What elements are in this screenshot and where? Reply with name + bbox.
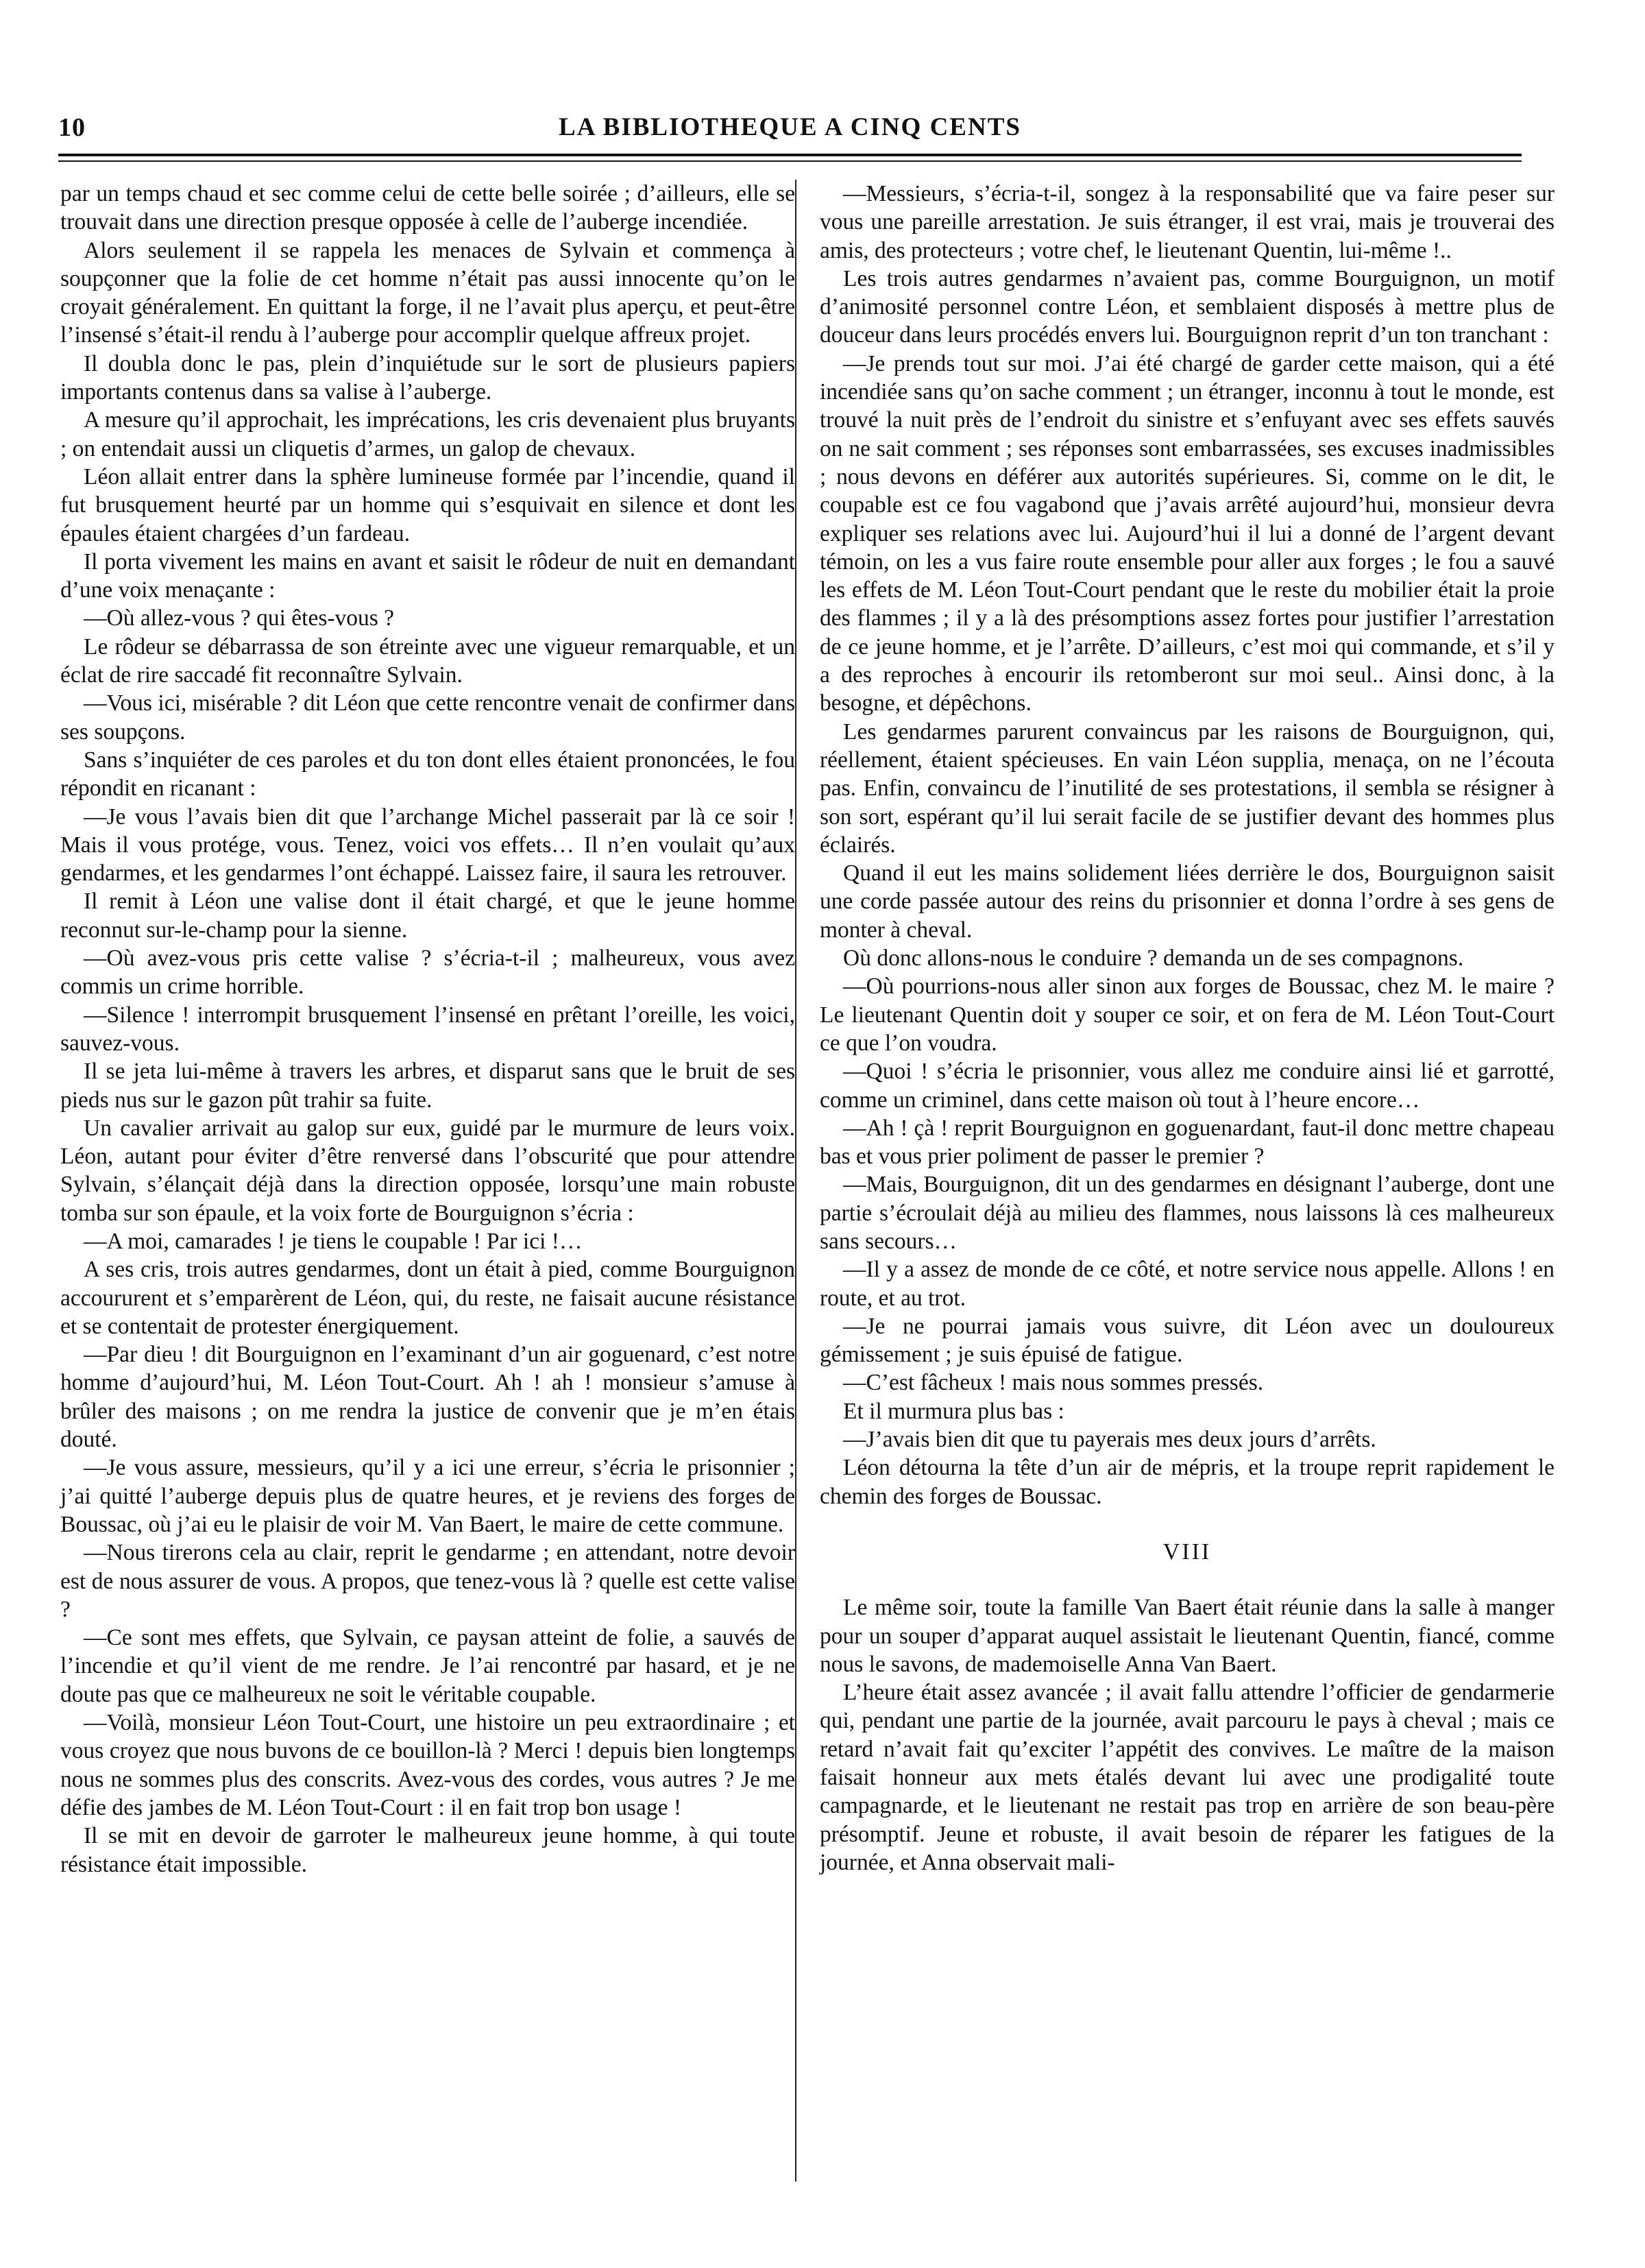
paragraph: Et il murmura plus bas :	[843, 1398, 1064, 1424]
running-title: LA BIBLIOTHEQUE A CINQ CENTS	[559, 113, 1021, 141]
paragraph: Où donc allons-nous le conduire ? demanda un de ses compagnons.	[843, 945, 1464, 972]
paragraph: —Silence ! interrompit brusquement l’insensé en prêtant l’oreille, les voici, sauvez-vous.	[60, 1002, 795, 1056]
paragraph: —Par dieu ! dit Bourguignon en l’examinant d’un air goguenard, c’est notre homme d’aujourd’hui, M. Léon Tout-Court. Ah ! ah ! monsieur s’amuse à brûler des maisons ; on me rendra la justice de convenir que je m’en étais douté.	[60, 1342, 795, 1453]
paragraph: Il doubla donc le pas, plein d’inquiétude sur le sort de plusieurs papiers importants contenus dans sa valise à l’auberge.	[60, 350, 795, 405]
paragraph: Les gendarmes parurent convaincus par les raisons de Bourguignon, qui, réellement, étaient spécieuses. En vain Léon supplia, menaça, on ne l’écouta pas. Enfin, convaincu de l’inutilité de ses protestations, il sembla se résigner à son sort, espérant qu’il lui serait facile de se justifier devant des hommes plus éclairés.	[820, 719, 1555, 858]
paragraph: A mesure qu’il approchait, les imprécations, les cris devenaient plus bruyants ; on entendait aussi un cliquetis d’armes, un galop de chevaux.	[60, 407, 795, 461]
paragraph: —Quoi ! s’écria le prisonnier, vous allez me conduire ainsi lié et garrotté, comme un criminel, dans cette maison où tout à l’heure encore…	[820, 1059, 1555, 1113]
paragraph: —Mais, Bourguignon, dit un des gendarmes en désignant l’auberge, dont une partie s’écroulait déjà au milieu des flammes, nous laissons là ces malheureux sans secours…	[820, 1172, 1555, 1254]
paragraph: Il remit à Léon une valise dont il était chargé, et que le jeune homme reconnut sur-le-champ pour la sienne.	[60, 889, 795, 943]
paragraph: Le rôdeur se débarrassa de son étreinte avec une vigueur remarquable, et un éclat de rire saccadé fit reconnaître Sylvain.	[60, 634, 795, 688]
paragraph: Léon allait entrer dans la sphère lumineuse formée par l’incendie, quand il fut brusquement heurté par un homme qui s’esquivait en silence et dont les épaules étaient chargées d’un fardeau.	[60, 463, 795, 546]
paragraph: Quand il eut les mains solidement liées derrière le dos, Bourguignon saisit une corde passée autour des reins du prisonnier et donna l’ordre à ses gens de monter à cheval.	[820, 860, 1555, 943]
paragraph: Alors seulement il se rappela les menaces de Sylvain et commença à soupçonner que la folie de cet homme n’était pas aussi innocente qu’on le croyait généralement. En quittant la forge, il ne l’avait plus aperçu, et peut-être l’insensé s’était-il rendu à l’auberge pour accomplir quelque affreux projet.	[60, 237, 795, 348]
paragraph: L’heure était assez avancée ; il avait fallu attendre l’officier de gendarmerie qui, pendant une partie de la journée, avait parcouru le pays à cheval ; mais ce retard n’avait fait qu’exciter l’appétit des convives. Le maître de la maison faisait honneur aux mets étalés devant lui avec une prodigalité toute campagnarde, et le lieutenant ne restait pas trop en arrière de son beau-père présomptif. Jeune et robuste, il avait besoin de réparer les fatigues de la journée, et Anna observait mali-	[820, 1680, 1555, 1875]
paragraph: —Où allez-vous ? qui êtes-vous ?	[84, 605, 395, 631]
page-header	[58, 111, 1522, 152]
paragraph: —J’avais bien dit que tu payerais mes deux jours d’arrêts.	[843, 1427, 1376, 1453]
paragraph: —Où avez-vous pris cette valise ? s’écria-t-il ; malheureux, vous avez commis un crime horrible.	[60, 945, 795, 1000]
paragraph: A ses cris, trois autres gendarmes, dont un était à pied, comme Bourguignon accoururent et s’emparèrent de Léon, qui, du reste, ne faisait aucune résistance et se contentait de protester énergiquement.	[60, 1257, 795, 1339]
paragraph: —Vous ici, misérable ? dit Léon que cette rencontre venait de confirmer dans ses soupçons.	[60, 690, 795, 745]
paragraph: Un cavalier arrivait au galop sur eux, guidé par le murmure de leurs voix. Léon, autant pour éviter d’être renversé dans l’obscurité que pour attendre Sylvain, s’élançait déjà dans la direction opposée, lorsqu’une main robuste tomba sur son épaule, et la voix forte de Bourguignon s’écria :	[60, 1115, 795, 1226]
paragraph: —Nous tirerons cela au clair, reprit le gendarme ; en attendant, notre devoir est de nous assurer de vous. A propos, que tenez-vous là ? quelle est cette valise ?	[60, 1540, 795, 1622]
paragraph: Le même soir, toute la famille Van Baert était réunie dans la salle à manger pour un souper d’apparat auquel assistait le lieutenant Quentin, fiancé, comme nous le savons, de mademoiselle Anna Van Baert.	[820, 1595, 1555, 1677]
paragraph: Il se mit en devoir de garroter le malheureux jeune homme, à qui toute résistance était impossible.	[60, 1823, 795, 1877]
header-rule-thick	[58, 154, 1522, 156]
paragraph: Il se jeta lui-même à travers les arbres, et disparut sans que le bruit de ses pieds nus sur le gazon pût trahir sa fuite.	[60, 1059, 795, 1113]
chapter-heading: VIII	[1162, 1539, 1212, 1565]
paragraph: —C’est fâcheux ! mais nous sommes pressés.	[843, 1370, 1264, 1396]
paragraph: —Je ne pourrai jamais vous suivre, dit Léon avec un douloureux gémissement ; je suis épuisé de fatigue.	[820, 1313, 1555, 1368]
paragraph: Il porta vivement les mains en avant et saisit le rôdeur de nuit en demandant d’une voix menaçante :	[60, 548, 795, 603]
paragraph: —Je vous assure, messieurs, qu’il y a ici une erreur, s’écria le prisonnier ; j’ai quitté l’auberge depuis plus de quatre heures, et je reviens des forges de Boussac, où j’ai eu le plaisir de voir M. Van Baert, le maire de cette commune.	[60, 1455, 795, 1537]
paragraph: —Messieurs, s’écria-t-il, songez à la responsabilité que va faire peser sur vous une pareille arrestation. Je suis étranger, il est vrai, mais je trouverai des amis, des protecteurs ; votre chef, le lieutenant Quentin, lui-même !..	[820, 181, 1555, 263]
paragraph: —Je prends tout sur moi. J’ai été chargé de garder cette maison, qui a été incendiée sans qu’on sache comment ; un étranger, inconnu à tout le monde, est trouvé la nuit près de l’endroit du sinistre et s’enfuyant avec ses effets sauvés on ne sait comment ; ses réponses sont embarrassées, ses excuses inadmissibles ; nous devons en déférer aux autorités supérieures. Si, comme on le dit, le coupable est ce fou vagabond que j’avais arrêté aujourd’hui, monsieur devra expliquer ses relations avec lui. Aujourd’hui il lui a donné de l’argent devant témoin, on les a vus faire route ensemble pour aller aux forges ; le fou a sauvé les effets de M. Léon Tout-Court pendant que le reste du mobilier était la proie des flammes ; il y a là des présomptions assez fortes pour justifier l’arrestation de ce jeune homme, et je l’arrête. D’ailleurs, c’est moi qui commande, et s’il y a des reproches à encourir ils retomberont sur moi seul.. Ainsi donc, à la besogne, et dépêchons.	[820, 350, 1555, 716]
left-column	[60, 180, 795, 1879]
paragraph: —Où pourrions-nous aller sinon aux forges de Boussac, chez M. le maire ? Le lieutenant Quentin doit y souper ce soir, et on fera de M. Léon Tout-Court ce que l’on voudra.	[820, 974, 1555, 1056]
paragraph: —A moi, camarades ! je tiens le coupable ! Par ici !…	[84, 1228, 583, 1254]
paragraph: —Je vous l’avais bien dit que l’archange Michel passerait par là ce soir ! Mais il vous protége, vous. Tenez, voici vos effets… Il n’en voulait qu’aux gendarmes, et les gendarmes l’ont échappé. Laissez faire, il saura les retrouver.	[60, 804, 795, 886]
paragraph: Les trois autres gendarmes n’avaient pas, comme Bourguignon, un motif d’animosité personnel contre Léon, et semblaient disposés à mettre plus de douceur dans leurs procédés envers lui. Bourguignon reprit d’un ton tranchant :	[820, 265, 1555, 348]
right-column	[820, 180, 1555, 1877]
header-rule-thin	[58, 160, 1522, 162]
paragraph: —Il y a assez de monde de ce côté, et notre service nous appelle. Allons ! en route, et au trot.	[820, 1257, 1555, 1311]
paragraph: par un temps chaud et sec comme celui de cette belle soirée ; d’ailleurs, elle se trouvait dans une direction presque opposée à celle de l’auberge incendiée.	[60, 181, 795, 235]
paragraph: —Voilà, monsieur Léon Tout-Court, une histoire un peu extraordinaire ; et vous croyez que nous buvons de ce bouillon-là ? Merci ! depuis bien longtemps nous ne sommes plus des conscrits. Avez-vous des cordes, vous autres ? Je me défie des jambes de M. Léon Tout-Court : il en fait trop bon usage !	[60, 1710, 795, 1820]
paragraph: —Ah ! çà ! reprit Bourguignon en goguenardant, faut-il donc mettre chapeau bas et vous prier poliment de passer le premier ?	[820, 1115, 1555, 1170]
column-divider	[795, 180, 796, 2182]
page-number: 10	[58, 113, 86, 142]
paragraph: Léon détourna la tête d’un air de mépris, et la troupe reprit rapidement le chemin des forges de Boussac.	[820, 1455, 1555, 1509]
paragraph: —Ce sont mes effets, que Sylvain, ce paysan atteint de folie, a sauvés de l’incendie et qu’il vient de me rendre. Je l’ai rencontré par hasard, et je ne doute pas que ce malheureux ne soit le véritable coupable.	[60, 1625, 795, 1707]
paragraph: Sans s’inquiéter de ces paroles et du ton dont elles étaient prononcées, le fou répondit en ricanant :	[60, 747, 795, 801]
